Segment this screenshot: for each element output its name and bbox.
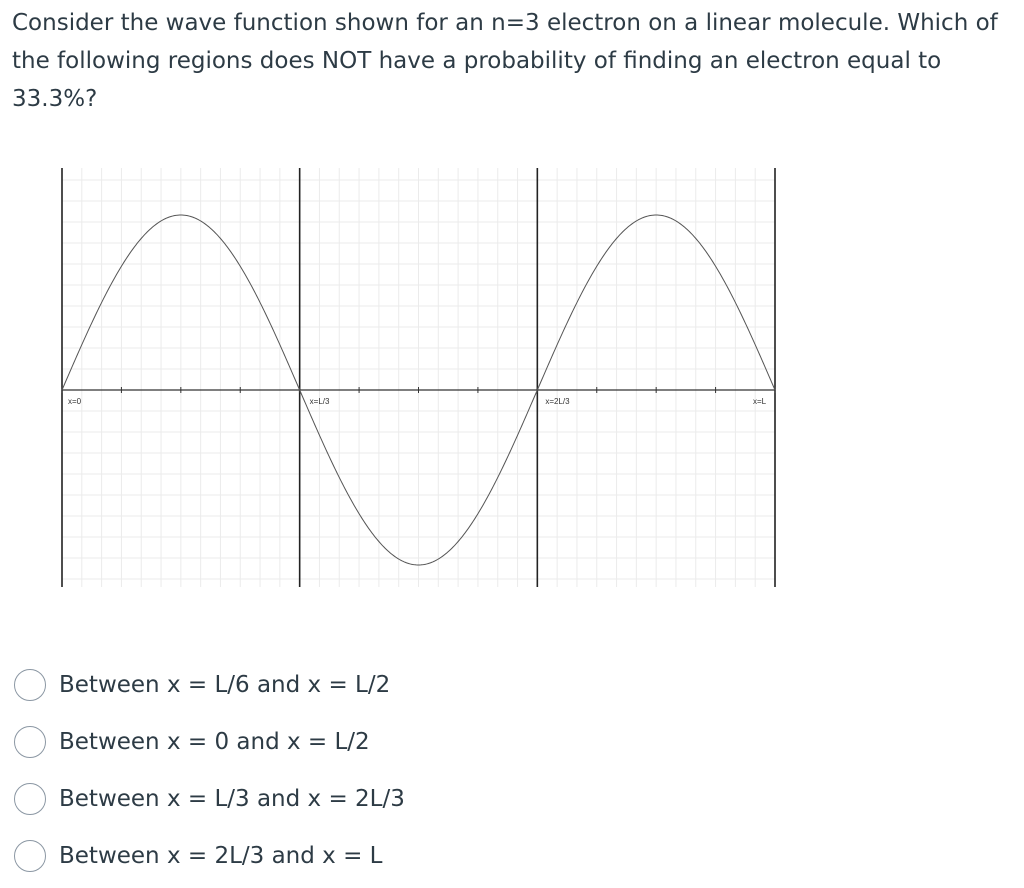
option-label: Between x = 2L/3 and x = L bbox=[59, 843, 383, 869]
radio-button[interactable] bbox=[14, 783, 46, 815]
question-text: Consider the wave function shown for an n=3 electron on a linear molecule. Which of the following regions does NOT have a probability of finding an electron equal to 33.3%? bbox=[12, 10, 998, 112]
option-label: Between x = L/3 and x = 2L/3 bbox=[59, 786, 405, 812]
axis-label-xL: x=L bbox=[753, 397, 767, 406]
option-label: Between x = 0 and x = L/2 bbox=[59, 729, 370, 755]
axis-label-x0: x=0 bbox=[68, 397, 82, 406]
answer-option-1[interactable] bbox=[14, 665, 534, 705]
answer-option-3[interactable] bbox=[14, 779, 534, 819]
plot-grid bbox=[62, 168, 775, 587]
option-label: Between x = L/6 and x = L/2 bbox=[59, 672, 391, 698]
radio-button[interactable] bbox=[14, 669, 46, 701]
radio-button[interactable] bbox=[14, 726, 46, 758]
axis-label-xL3: x=L/3 bbox=[309, 397, 330, 406]
axis-label-x2L3: x=2L/3 bbox=[545, 397, 570, 406]
answer-option-4[interactable] bbox=[14, 836, 534, 876]
answer-option-2[interactable] bbox=[14, 722, 534, 762]
radio-button[interactable] bbox=[14, 840, 46, 872]
wave-function-plot bbox=[55, 165, 785, 593]
